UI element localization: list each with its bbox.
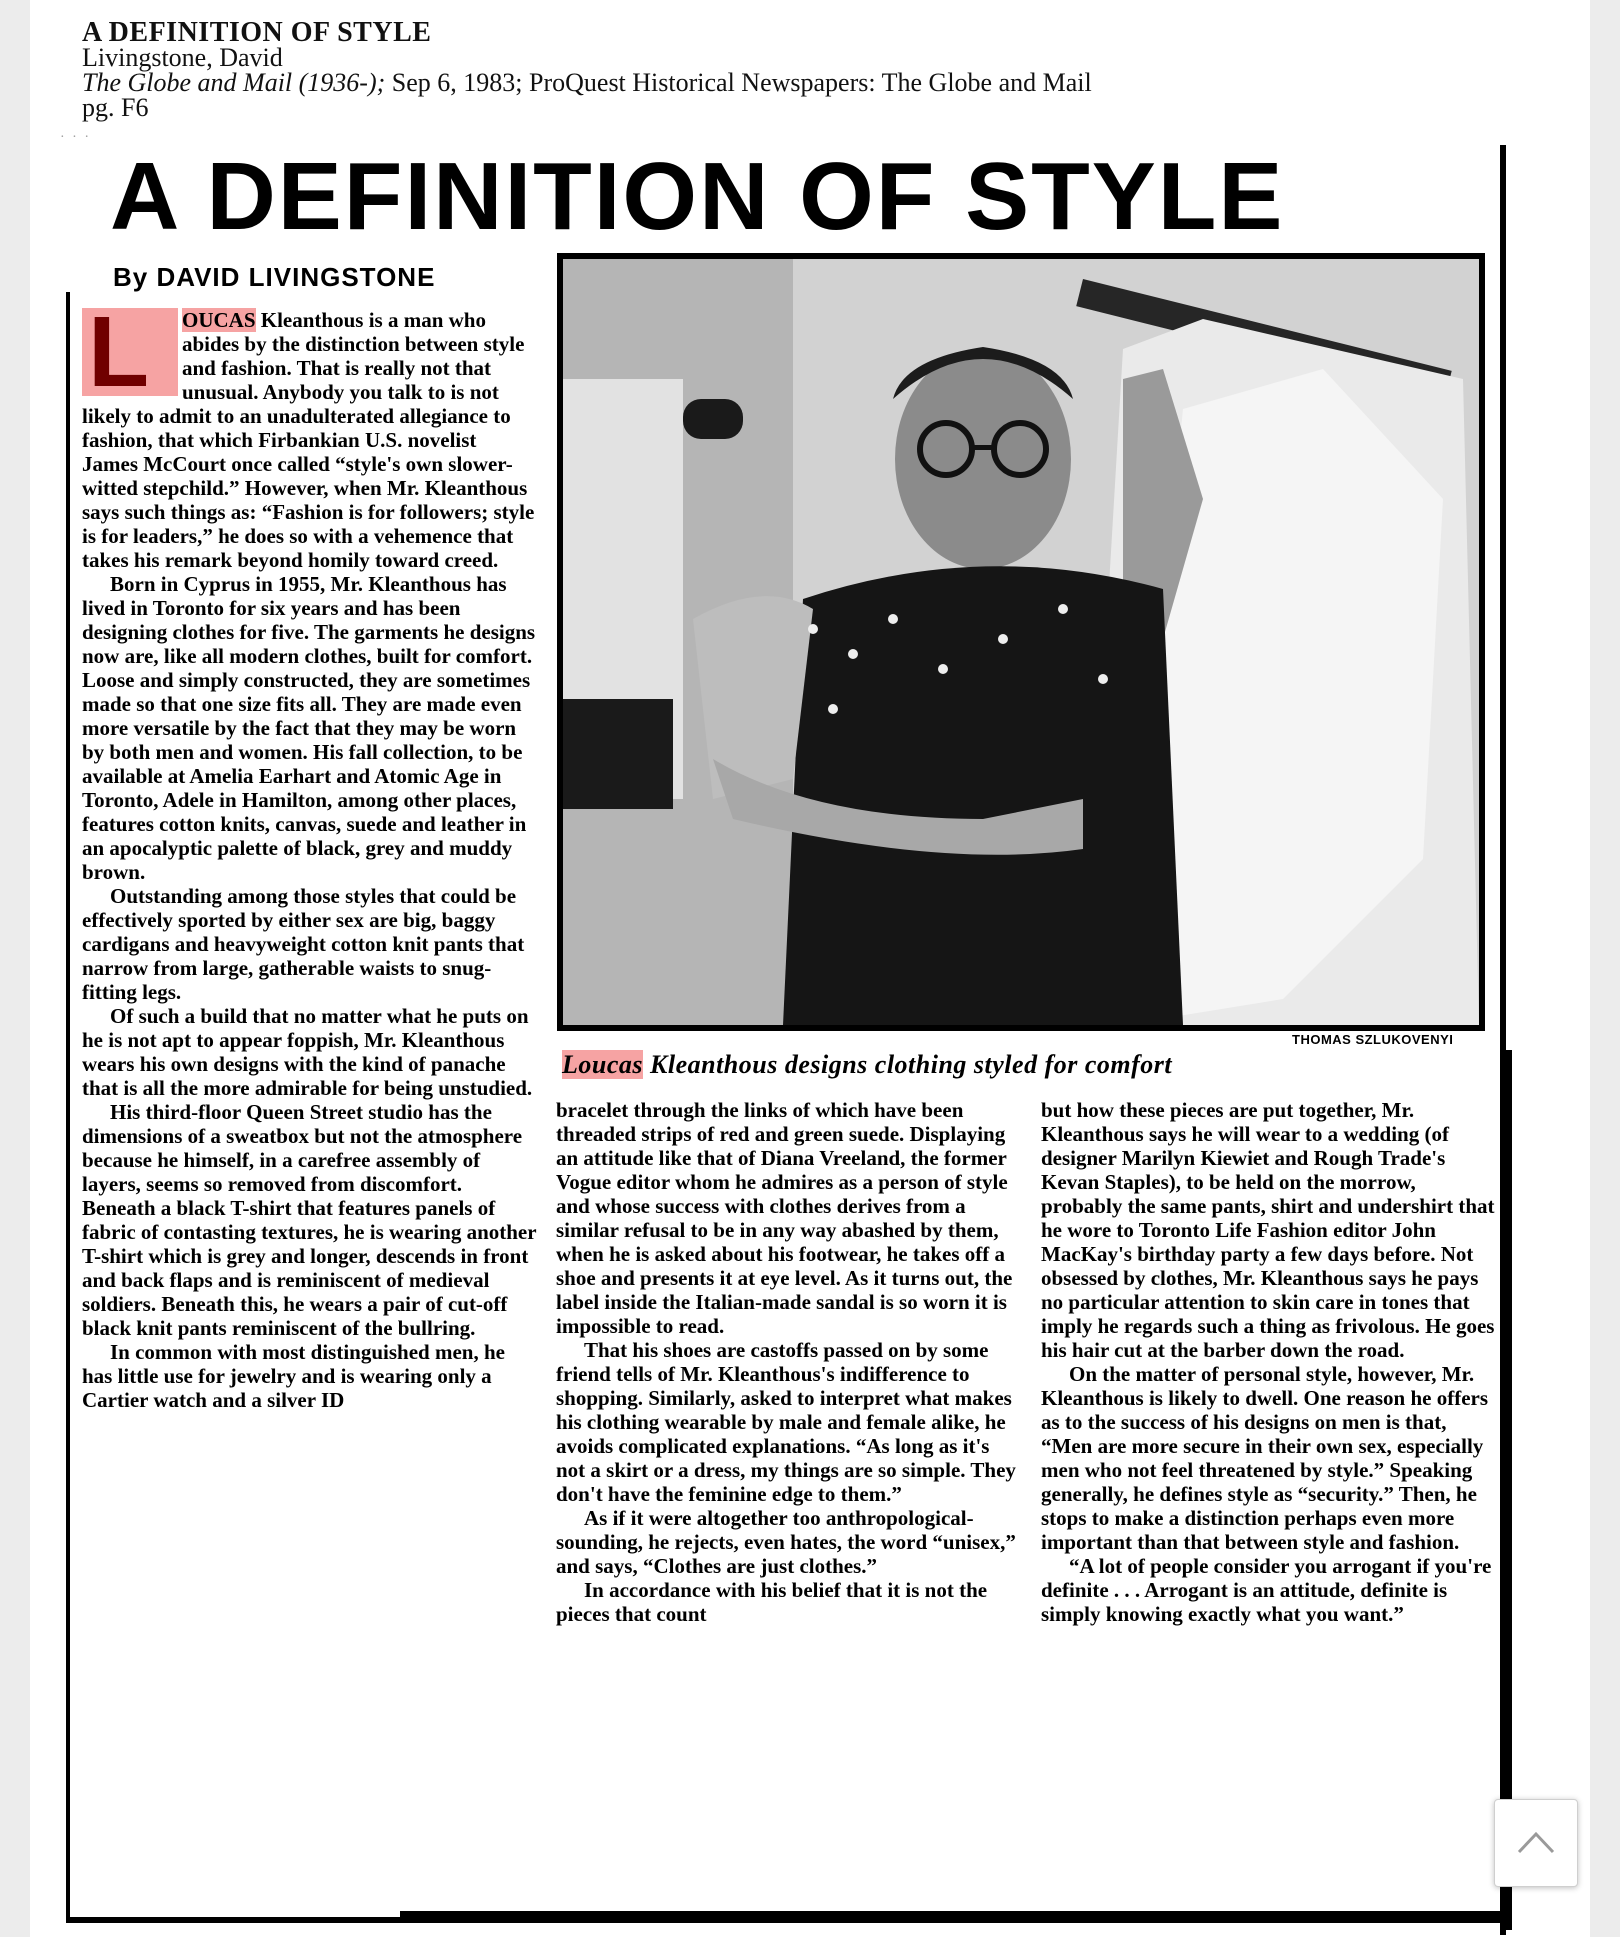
col1-paragraph: In common with most distinguished men, he has little use for jewelry and is wearing only a Cartier watch and a silver ID — [82, 1340, 505, 1412]
col2-paragraph: As if it were altogether too anthropological-sounding, he rejects, even hates, the word “unisex,” and says, “Clothes are just clothes.” — [556, 1506, 1016, 1578]
lead-paragraph — [82, 296, 537, 572]
dropcap-letter: L — [88, 296, 150, 408]
photo-caption — [562, 1050, 1172, 1080]
bottom-rule-thick — [400, 1911, 1500, 1923]
dropcap-highlight — [82, 296, 178, 408]
citation-page: pg. F6 — [82, 93, 149, 122]
article-column-1 — [82, 296, 537, 1412]
article-photo — [557, 253, 1485, 1031]
col2-paragraph: In accordance with his belief that it is not the pieces that count — [556, 1578, 988, 1626]
col3-paragraph: “A lot of people consider you arrogant if you're definite . . . Arrogant is an attitude, definite is simply knowing exactly what you want.” — [1041, 1554, 1492, 1626]
article-column-3 — [1041, 1098, 1497, 1626]
chevron-up-icon — [1516, 1828, 1556, 1856]
article-column-2 — [556, 1098, 1022, 1626]
citation-title: A DEFINITION OF STYLE — [82, 17, 432, 48]
caption-text: Kleanthous designs clothing styled for comfort — [643, 1050, 1173, 1079]
col2-paragraph: That his shoes are castoffs passed on by some friend tells of Mr. Kleanthous's indifference to shopping. Similarly, asked to interpret what makes his clothing wearable by male and female alike, he avoids complicated explanations. “As long as it's not a skirt or a dress, my things are so simple. They don't have the feminine edge to them.” — [556, 1338, 1016, 1506]
scan-artifact: · · · — [60, 130, 91, 145]
col1-paragraph: Of such a build that no matter what he puts on he is not apt to appear foppish, Mr. Kleanthous wears his own designs with the kind of panache that is all the more admirable for being unstudied. — [82, 1004, 533, 1100]
col1-paragraph: Outstanding among those styles that could be effectively sported by either sex are big, baggy cardigans and heavyweight cotton knit pants that narrow from large, gatherable waists to snug-fitting legs. — [82, 884, 525, 1004]
citation-source — [82, 70, 1092, 95]
citation-author: Livingstone, David — [82, 43, 283, 72]
citation-source-publication: The Globe and Mail (1936-); — [82, 68, 386, 97]
col3-paragraph: but how these pieces are put together, Mr. Kleanthous says he will wear to a wedding (of designer Marilyn Kiewiet and Rough Trade's Kevan Staples), to be held on the morrow, probably the same pants, shirt and undershirt that he wore to Toronto Life Fashion editor John MacKay's birthday party a few days before. Not obsessed by clothes, Mr. Kleanthous says he pays no particular attention to skin care in tones that imply he regards such a thing as frivolous. He goes his hair cut at the barber down the road. — [1041, 1098, 1495, 1362]
col1-paragraph: Born in Cyprus in 1955, Mr. Kleanthous has lived in Toronto for six years and has been designing clothes for five. The garments he designs now are, like all modern clothes, built for comfort. Loose and simply constructed, they are sometimes made so that one size fits all. They are made even more versatile by the fact that they may be worn by both men and women. His fall collection, to be available at Amelia Earhart and Atomic Age in Toronto, Adele in Hamilton, among other places, features cotton knits, canvas, suede and leather in an apocalyptic palette of black, grey and muddy brown. — [82, 572, 536, 884]
col3-paragraph: On the matter of personal style, however, Mr. Kleanthous is likely to dwell. One reason he offers as to the success of his designs on men is that, “Men are more secure in their own sex, especially men who not feel threatened by style.” Speaking generally, he defines style as “security.” Then, he stops to make a distinction perhaps even more important than that between style and fashion. — [1041, 1362, 1489, 1554]
column-rule-lower — [1506, 1050, 1512, 1930]
lead-highlight: OUCAS — [182, 308, 256, 332]
photo-credit: THOMAS SZLUKOVENYI — [1292, 1032, 1454, 1047]
photo-image — [563, 259, 1479, 1025]
scroll-to-top-button[interactable] — [1494, 1799, 1578, 1887]
caption-highlight: Loucas — [562, 1050, 643, 1079]
col2-paragraph: bracelet through the links of which have been threaded strips of red and green suede. Displaying an attitude like that of Diana Vreeland, the former Vogue editor whom he admires as a person of style and whose success with clothes derives from a similar refusal to be in any way abashed by them, when he is asked about his footwear, he takes off a shoe and presents it at eye level. As it turns out, the label inside the Italian-made sandal is so worn it is impossible to read. — [556, 1098, 1013, 1338]
article-headline: A DEFINITION OF STYLE — [110, 143, 1285, 250]
col1-paragraph: His third-floor Queen Street studio has the dimensions of a sweatbox but not the atmosphere because he himself, in a carefree assembly of layers, seems so removed from discomfort. Beneath a black T-shirt that features panels of fabric of contasting textures, he is wearing another T-shirt which is grey and longer, descends in front and back flaps and is reminiscent of medieval soldiers. Beneath this, he wears a pair of cut-off black knit pants reminiscent of the bullring. — [82, 1100, 537, 1340]
article-byline: By DAVID LIVINGSTONE — [113, 262, 436, 292]
lead-text: Kleanthous is a man who abides by the distinction between style and fashion. That is really not that unusual. Anybody you talk to is not likely to admit to an unadulterated allegiance to fashion, that which Firbankian U.S. novelist James McCourt once called “style's own slower-witted stepchild.” However, when Mr. Kleanthous says such things as: “Fashion is for followers; style is for leaders,” he does so with a vehemence that takes his remark beyond homily toward creed. — [82, 308, 535, 572]
column-rule-left — [66, 292, 70, 1922]
citation-source-date: Sep 6, 1983; ProQuest Historical Newspapers: The Globe and Mail — [385, 68, 1092, 97]
document-page — [30, 0, 1590, 1937]
citation-header — [82, 17, 1092, 122]
